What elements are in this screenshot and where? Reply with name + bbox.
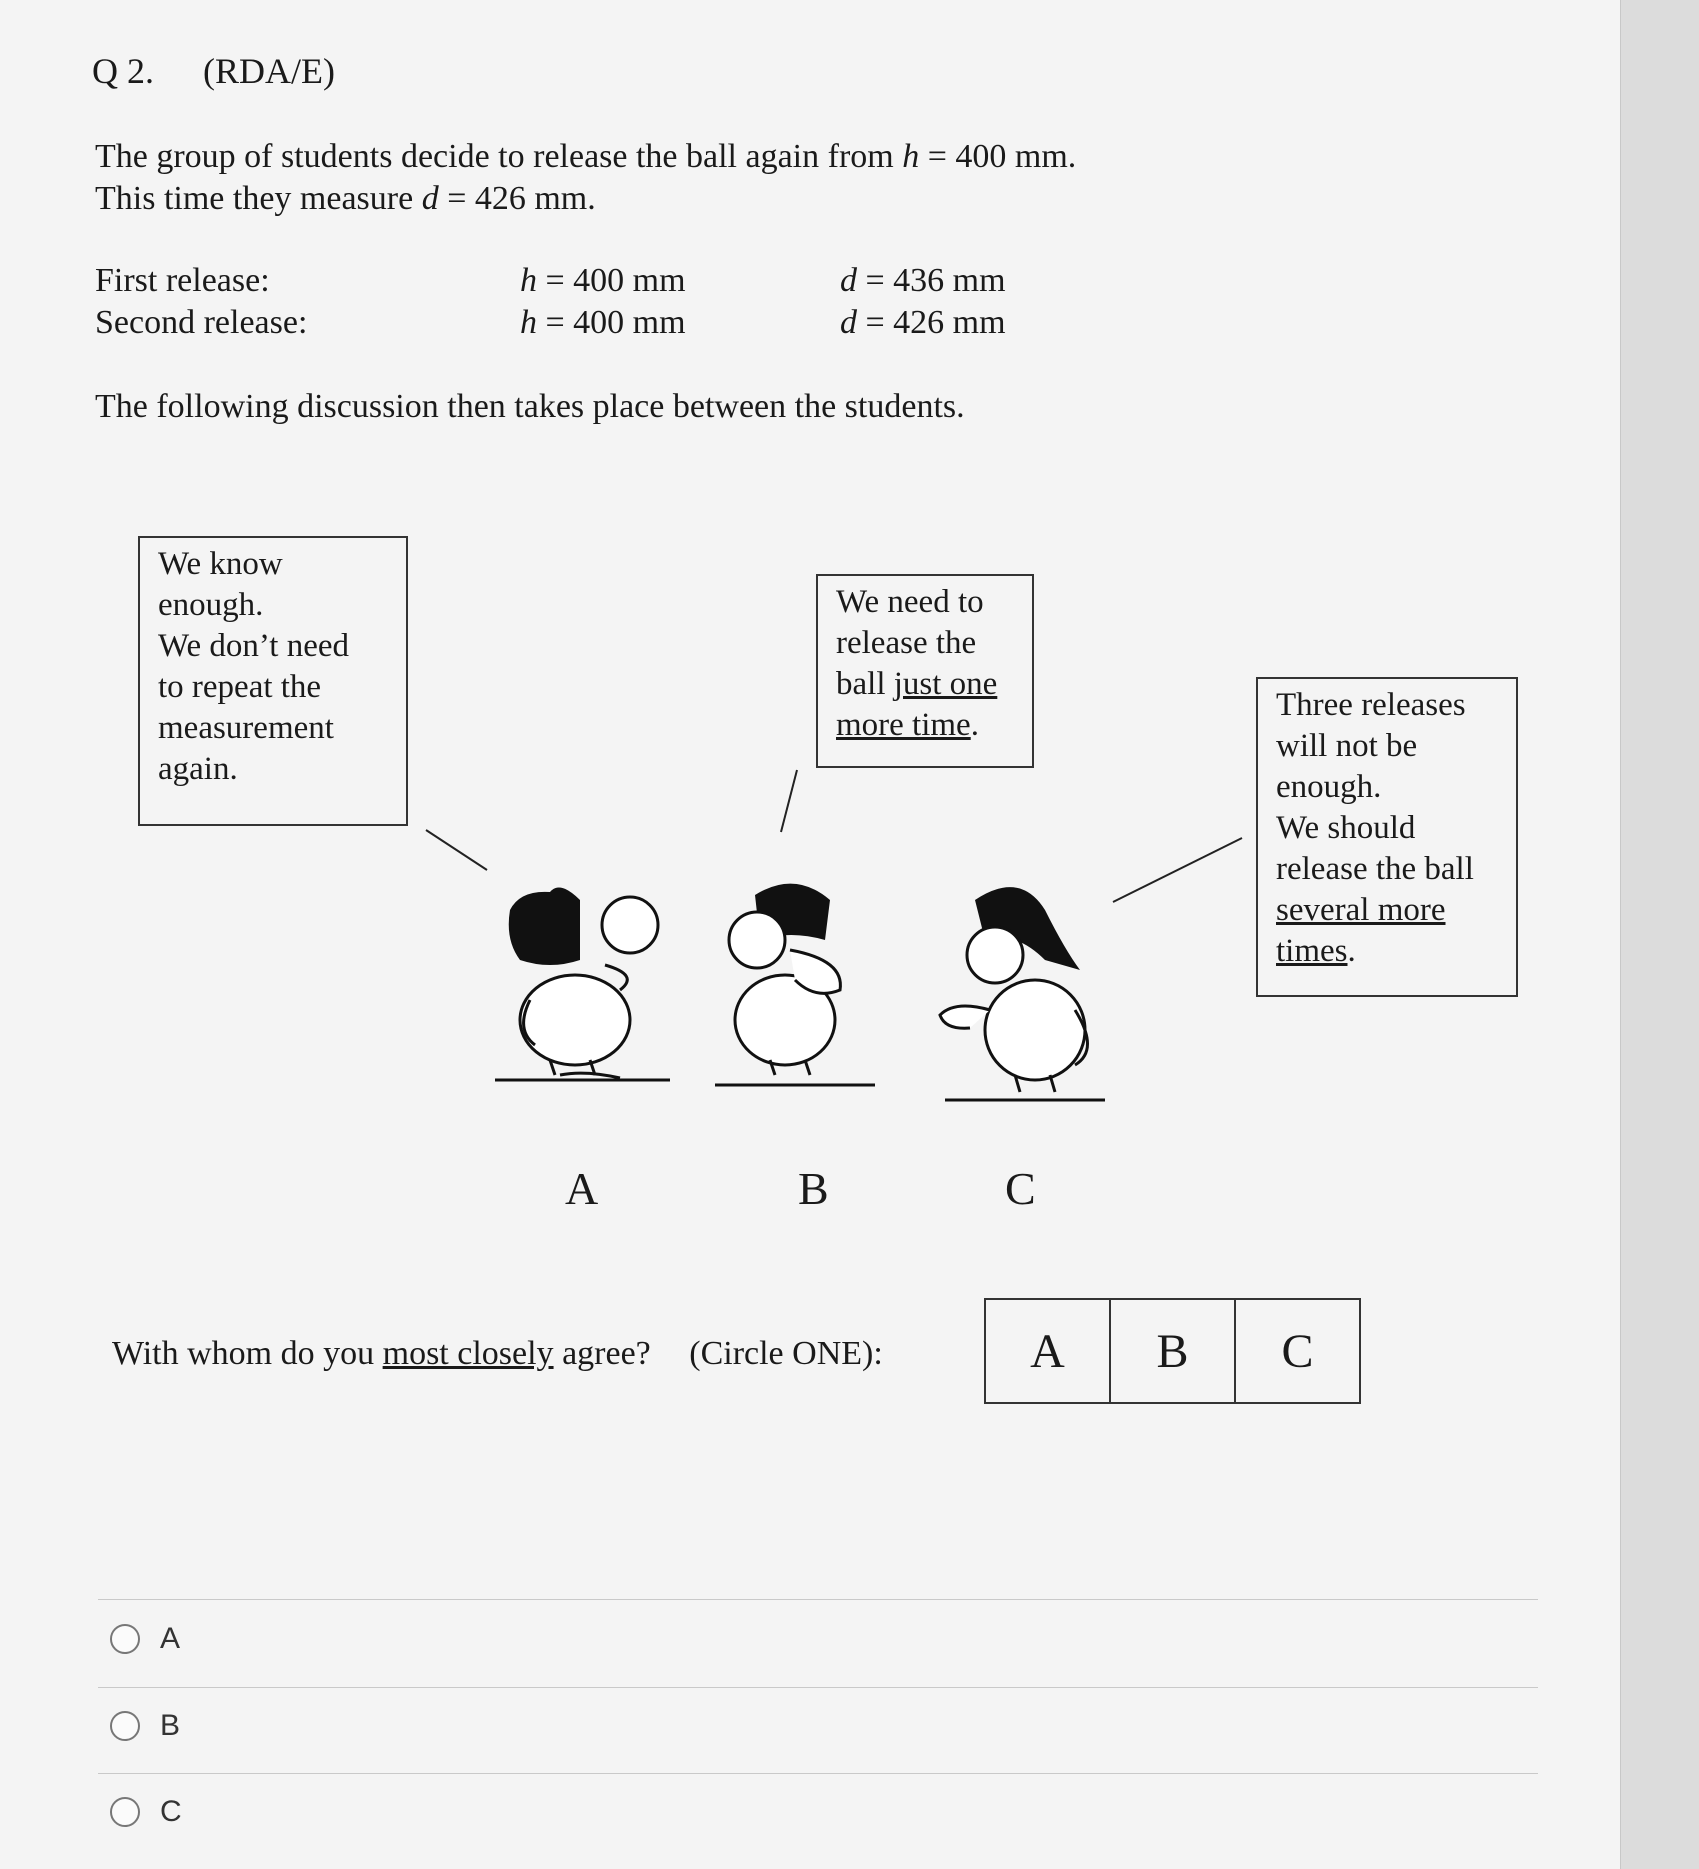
student-c-figure — [925, 870, 1115, 1110]
intro-line-1: The group of students decide to release the ball again from h = 400 mm. — [95, 138, 1077, 175]
option-b[interactable]: B — [110, 1709, 180, 1743]
question-number: Q 2. — [92, 51, 154, 91]
student-b-figure — [715, 870, 880, 1095]
release-row-first: First release: h = 400 mm d = 436 mm — [95, 262, 1006, 299]
student-label-a: A — [565, 1163, 599, 1214]
radio-c[interactable] — [110, 1797, 140, 1827]
question-code: (RDA/E) — [203, 51, 335, 91]
speech-bubble-a: We know enough. We don’t need to repeat the measurement again. — [138, 536, 408, 826]
option-a[interactable]: A — [110, 1622, 180, 1656]
speech-bubble-c: Three releases will not be enough. We should release the ball several more times. — [1256, 677, 1518, 997]
speech-bubble-b: We need to release the ball just one more time. — [816, 574, 1034, 768]
radio-a[interactable] — [110, 1624, 140, 1654]
release-row-second: Second release: h = 400 mm d = 426 mm — [95, 304, 1006, 341]
answer-box-c: C — [1281, 1324, 1314, 1378]
student-a-figure — [490, 870, 690, 1090]
discussion-intro: The following discussion then takes place between the students. — [95, 388, 965, 425]
student-label-b: B — [798, 1163, 829, 1214]
option-c[interactable]: C — [110, 1795, 182, 1829]
circle-one-answer-box — [984, 1298, 1361, 1404]
intro-line-2: This time they measure d = 426 mm. — [95, 180, 596, 217]
radio-b[interactable] — [110, 1711, 140, 1741]
option-divider — [98, 1773, 1538, 1774]
student-label-c: C — [1005, 1163, 1036, 1214]
answer-box-a: A — [986, 1300, 1111, 1402]
answer-box-b: B — [1111, 1300, 1236, 1402]
option-divider — [98, 1687, 1538, 1688]
agree-prompt: With whom do you most closely agree? (Circle ONE): — [112, 1335, 883, 1372]
option-divider — [98, 1599, 1538, 1600]
